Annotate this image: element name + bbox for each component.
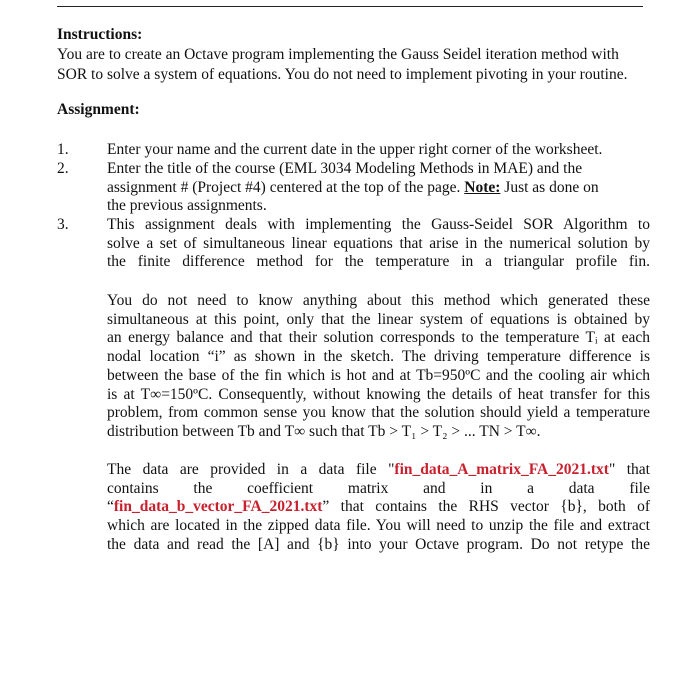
filename-a-matrix: fin_data_A_matrix_FA_2021.txt [394, 461, 609, 478]
instructions-heading: Instructions: [57, 26, 143, 43]
item-3-paragraph-1: This assignment deals with implementing the Gauss-Seidel SOR Algorithm to solve a set of simultaneous linear equations that arise in the numerical solution by the finite difference method for the temperature in a triangular profile fin. [107, 216, 650, 271]
note-label: Note: [464, 178, 501, 196]
item-1-text: Enter your name and the current date in the upper right corner of the worksheet. [107, 141, 603, 158]
instructions-text: You are to create an Octave program implementing the Gauss Seidel iteration method with SOR to solve a system of equations. You do not need to implement pivoting in your routine. [57, 46, 628, 83]
top-rule [57, 6, 643, 7]
item-2-text: Enter the title of the course (EML 3034 Modeling Methods in MAE) and the assignment # (Project #4) centered at the top of the page. Note: Just as done on the previous assignments. [107, 160, 599, 215]
item-number: 2. [57, 160, 69, 177]
item-3-paragraph-3: The data are provided in a data file "fin_data_A_matrix_FA_2021.txt" that contains the coefficient matrix and in a data file “fin_data_b_vector_FA_2021.txt” that contains the RHS vector {b}, both of which are located in the zipped data file. You will need to unzip the file and extract the data and read the [A] and {b} into your Octave program. Do not retype the [107, 461, 650, 553]
item-number: 3. [57, 216, 69, 233]
item-3-paragraph-2: You do not need to know anything about this method which generated these simultaneous at this point, only that the linear system of equations is obtained by an energy balance and that their solution corresponds to the temperature Tᵢ at each nodal location “i” as shown in the sketch. The driving temperature difference is between the base of the fin which is hot and at Tb=950ºC and the cooling air which is at T∞=150ºC. Consequently, without knowing the details of heat transfer for this problem, from common sense you know that the solution should yield a temperature distribution between Tb and T∞ such that Tb > T₁ > T₂ > ... TN > T∞. [107, 292, 650, 440]
assignment-heading: Assignment: [57, 101, 140, 118]
item-number: 1. [57, 141, 69, 158]
filename-b-vector: fin_data_b_vector_FA_2021.txt [113, 498, 323, 516]
